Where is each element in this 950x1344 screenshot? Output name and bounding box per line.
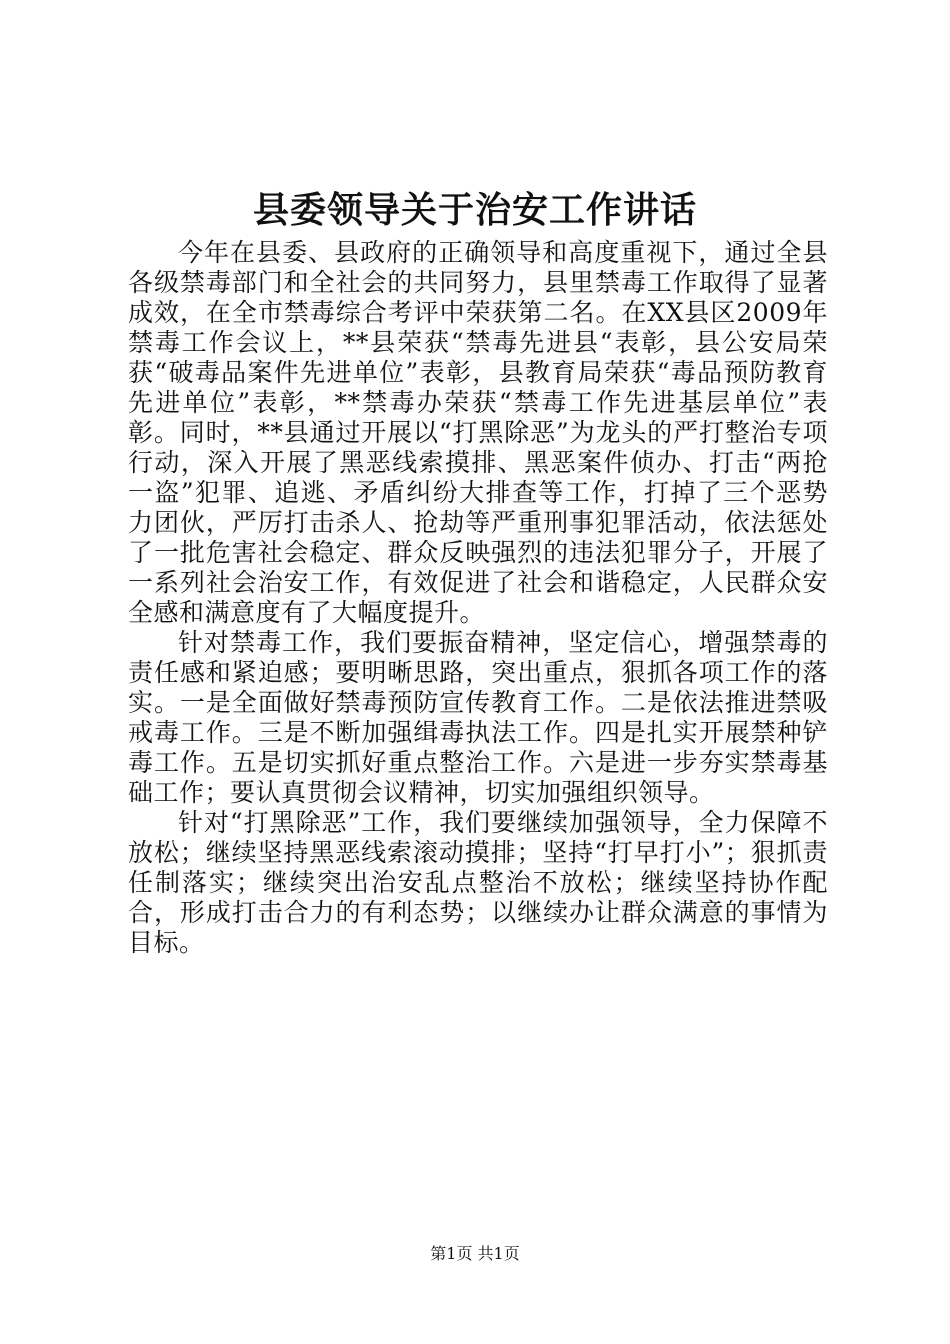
document-title: 县委领导关于治安工作讲话 <box>252 189 697 231</box>
document-body <box>128 238 828 958</box>
paragraph-2: 针对禁毒工作，我们要振奋精神，坚定信心，增强禁毒的责任感和紧迫感；要明晰思路，突出重点，狠抓各项工作的落实。一是全面做好禁毒预防宣传教育工作。二是依法推进禁吸戒毒工作。三是不断加强缉毒执法工作。四是扎实开展禁种铲毒工作。五是切实抓好重点整治工作。六是进一步夯实禁毒基础工作；要认真贯彻会议精神，切实加强组织领导。 <box>128 628 828 807</box>
page-footer: 第1页 共1页 <box>430 1244 520 1263</box>
paragraph-1: 今年在县委、县政府的正确领导和高度重视下，通过全县各级禁毒部门和全社会的共同努力，县里禁毒工作取得了显著成效，在全市禁毒综合考评中荣获第二名。在XX县区2009年禁毒工作会议上，**县荣获“禁毒先进县“表彰，县公安局荣获“破毒品案件先进单位”表彰，县教育局荣获“毒品预防教育先进单位”表彰，**禁毒办荣获“禁毒工作先进基层单位”表彰。同时，**县通过开展以“打黑除恶”为龙头的严打整治专项行动，深入开展了黑恶线索摸排、黑恶案件侦办、打击“两抢一盗”犯罪、追逃、矛盾纠纷大排查等工作，打掉了三个恶势力团伙，严厉打击杀人、抢劫等严重刑事犯罪活动，依法惩处了一批危害社会稳定、群众反映强烈的违法犯罪分子，开展了一系列社会治安工作，有效促进了社会和谐稳定，人民群众安全感和满意度有了大幅度提升。 <box>128 238 828 627</box>
paragraph-3: 针对“打黑除恶”工作，我们要继续加强领导，全力保障不放松；继续坚持黑恶线索滚动摸排；坚持“打早打小”；狠抓责任制落实；继续突出治安乱点整治不放松；继续坚持协作配合，形成打击合力的有利态势；以继续办让群众满意的事情为目标。 <box>128 808 828 957</box>
